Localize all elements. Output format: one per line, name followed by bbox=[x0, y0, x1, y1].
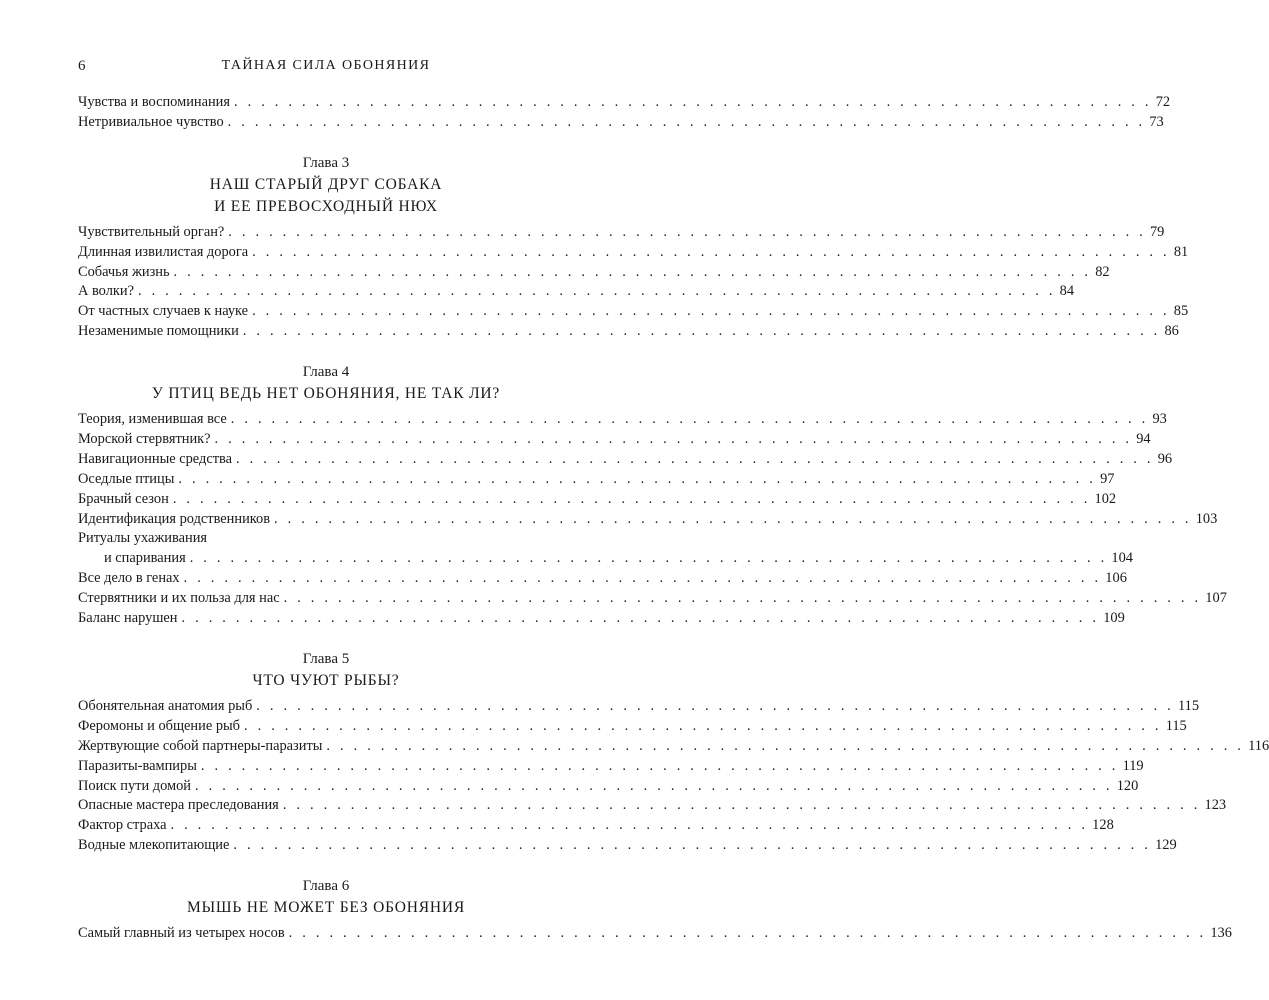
toc-entry-page: 82 bbox=[1095, 263, 1110, 280]
dot-leader: . . . . . . . . . . . . . . . . . . . . . . . . . . . . . . . . . . . . . . . . . . . . . . . . . . . . . . . . . . . . . . . . . . . . bbox=[252, 243, 1170, 260]
toc-entry-page: 81 bbox=[1173, 243, 1189, 260]
dot-leader: . . . . . . . . . . . . . . . . . . . . . . . . . . . . . . . . . . . . . . . . . . . . . . . . . . . . . . . . . . . . . . . . . . . . bbox=[283, 590, 1202, 607]
toc-entry-page: 84 bbox=[1059, 283, 1075, 300]
toc-entry-title: Чувствительный орган? bbox=[78, 223, 225, 240]
toc-entry-title: Фактор страха bbox=[78, 817, 167, 834]
toc-entry[interactable] bbox=[78, 529, 1133, 569]
toc-entry-title-continuation: и спаривания bbox=[104, 550, 186, 567]
chapter-title: НАШ СТАРЫЙ ДРУГ СОБАКА bbox=[209, 175, 443, 193]
toc-entry[interactable] bbox=[78, 282, 1075, 302]
toc-entry[interactable] bbox=[78, 737, 1269, 757]
dot-leader: . . . . . . . . . . . . . . . . . . . . . . . . . . . . . . . . . . . . . . . . . . . . . . . . . . . . . . . . . . . . . . . . . . . . bbox=[242, 323, 1161, 340]
toc-entry[interactable] bbox=[78, 697, 1200, 717]
chapter-label: Глава 6 bbox=[302, 878, 350, 895]
toc-entry[interactable] bbox=[78, 796, 1227, 816]
toc-entry-title: Чувства и воспоминания bbox=[78, 93, 231, 110]
page-number: 6 bbox=[78, 58, 86, 74]
toc-entry-title: Поиск пути домой bbox=[78, 777, 191, 794]
toc-entry[interactable] bbox=[78, 223, 1165, 243]
dot-leader: . . . . . . . . . . . . . . . . . . . . . . . . . . . . . . . . . . . . . . . . . . . . . . . . . . . . . . . . . . . . . . . . . . . . bbox=[200, 757, 1119, 774]
dot-leader: . . . . . . . . . . . . . . . . . . . . . . . . . . . . . . . . . . . . . . . . . . . . . . . . . . . . . . . . . . . . . . . . . . . . bbox=[230, 411, 1149, 428]
toc-entry-page: 109 bbox=[1103, 610, 1125, 627]
chapter-heading bbox=[78, 875, 574, 919]
dot-leader: . . . . . . . . . . . . . . . . . . . . . . . . . . . . . . . . . . . . . . . . . . . . . . . . . . . . . . . . . . . . . . . . . . . . bbox=[252, 303, 1170, 320]
toc-entry[interactable] bbox=[78, 302, 1189, 322]
dot-leader: . . . . . . . . . . . . . . . . . . . . . . . . . . . . . . . . . . . . . . . . . . . . . . . . . . . . . . . . . . . . . . . . . . . . bbox=[228, 223, 1146, 240]
dot-leader: . . . . . . . . . . . . . . . . . . . . . . . . . . . . . . . . . . . . . . . . . . . . . . . . . . . . . . . . . . . . . . . . . . . . bbox=[274, 510, 1192, 527]
toc-entry-continuation-line bbox=[78, 549, 1133, 569]
dot-leader: . . . . . . . . . . . . . . . . . . . . . . . . . . . . . . . . . . . . . . . . . . . . . . . . . . . . . . . . . . . . . . . . . . . . bbox=[170, 817, 1089, 834]
toc-entry-title: Длинная извилистая дорога bbox=[78, 243, 249, 260]
toc-entry-page: 104 bbox=[1111, 550, 1133, 567]
running-title: ТАЙНАЯ СИЛА ОБОНЯНИЯ bbox=[221, 58, 431, 73]
toc-entry-page: 97 bbox=[1100, 470, 1115, 487]
toc-entry-page: 96 bbox=[1157, 450, 1173, 467]
dot-leader: . . . . . . . . . . . . . . . . . . . . . . . . . . . . . . . . . . . . . . . . . . . . . . . . . . . . . . . . . . . . . . . . . . . . bbox=[236, 450, 1154, 467]
toc-entry[interactable] bbox=[78, 490, 1117, 510]
toc-entry[interactable] bbox=[78, 777, 1139, 797]
toc-entry[interactable] bbox=[78, 430, 1151, 450]
toc-entry-page: 136 bbox=[1210, 925, 1232, 942]
toc-entry-title: Обонятельная анатомия рыб bbox=[78, 697, 253, 714]
toc-entry-page: 73 bbox=[1149, 113, 1164, 130]
dot-leader: . . . . . . . . . . . . . . . . . . . . . . . . . . . . . . . . . . . . . . . . . . . . . . . . . . . . . . . . . . . . . . . . . . . . bbox=[244, 717, 1162, 734]
toc-entry-title: Идентификация родственников bbox=[78, 510, 271, 527]
dot-leader: . . . . . . . . . . . . . . . . . . . . . . . . . . . . . . . . . . . . . . . . . . . . . . . . . . . . . . . . . . . . . . . . . . . . bbox=[234, 93, 1152, 110]
toc-entry-title: Самый главный из четырех носов bbox=[78, 925, 285, 942]
toc-entry-title: Теория, изменившая все bbox=[78, 411, 227, 428]
toc-entry[interactable] bbox=[78, 263, 1110, 283]
dot-leader: . . . . . . . . . . . . . . . . . . . . . . . . . . . . . . . . . . . . . . . . . . . . . . . . . . . . . . . . . . . . . . . . . . . . bbox=[172, 490, 1091, 507]
toc-entry[interactable] bbox=[78, 717, 1187, 737]
dot-leader: . . . . . . . . . . . . . . . . . . . . . . . . . . . . . . . . . . . . . . . . . . . . . . . . . . . . . . . . . . . . . . . . . . . . bbox=[189, 550, 1108, 567]
toc-entry-title: Жертвующие собой партнеры-паразиты bbox=[78, 737, 323, 754]
toc-entry[interactable] bbox=[78, 836, 1177, 856]
toc-entry-page: 115 bbox=[1177, 697, 1200, 714]
toc-entry[interactable] bbox=[78, 589, 1227, 609]
toc-entry-page: 86 bbox=[1164, 323, 1179, 340]
toc-entry-title: Навигационные средства bbox=[78, 450, 232, 467]
dot-leader: . . . . . . . . . . . . . . . . . . . . . . . . . . . . . . . . . . . . . . . . . . . . . . . . . . . . . . . . . . . . . . . . . . . . bbox=[173, 263, 1092, 280]
toc-entry-title: Феромоны и общение рыб bbox=[78, 717, 240, 734]
toc-entry-title: Опасные мастера преследования bbox=[78, 797, 279, 814]
toc-entry-title: От частных случаев к науке bbox=[78, 303, 249, 320]
toc-entry-page: 116 bbox=[1248, 737, 1269, 754]
toc-entry-page: 85 bbox=[1173, 303, 1189, 320]
toc-entry[interactable] bbox=[78, 243, 1189, 263]
chapter-title: И ЕЕ ПРЕВОСХОДНЫЙ НЮХ bbox=[214, 197, 438, 215]
toc-entry-title: Оседлые птицы bbox=[78, 470, 175, 487]
dot-leader: . . . . . . . . . . . . . . . . . . . . . . . . . . . . . . . . . . . . . . . . . . . . . . . . . . . . . . . . . . . . . . . . . . . . bbox=[137, 283, 1056, 300]
toc-entry-title: Все дело в генах bbox=[78, 570, 180, 587]
chapter-heading bbox=[78, 152, 574, 218]
dot-leader: . . . . . . . . . . . . . . . . . . . . . . . . . . . . . . . . . . . . . . . . . . . . . . . . . . . . . . . . . . . . . . . . . . . . bbox=[282, 797, 1201, 814]
chapter-heading bbox=[78, 361, 574, 405]
toc-entry-title: Незаменимые помощники bbox=[78, 323, 239, 340]
toc-entry-title: Собачья жизнь bbox=[78, 263, 170, 280]
toc-entry-title: Нетривиальное чувство bbox=[78, 113, 224, 130]
toc-entry-page: 129 bbox=[1155, 837, 1177, 854]
toc-entry-title: Паразиты-вампиры bbox=[78, 757, 197, 774]
dot-leader: . . . . . . . . . . . . . . . . . . . . . . . . . . . . . . . . . . . . . . . . . . . . . . . . . . . . . . . . . . . . . . . . . . . . bbox=[183, 570, 1102, 587]
toc-entry-page: 123 bbox=[1204, 797, 1227, 814]
chapter-heading bbox=[78, 648, 574, 692]
toc-entry[interactable] bbox=[78, 322, 1179, 342]
chapter-title: МЫШЬ НЕ МОЖЕТ БЕЗ ОБОНЯНИЯ bbox=[187, 899, 465, 917]
chapter-label: Глава 4 bbox=[302, 364, 350, 381]
toc-entry-page: 94 bbox=[1136, 431, 1151, 447]
toc-entry[interactable] bbox=[78, 470, 1115, 490]
toc-entry[interactable] bbox=[78, 609, 1125, 629]
toc-entry-page: 128 bbox=[1092, 817, 1114, 834]
toc-entry-title: Стервятники и их польза для нас bbox=[78, 590, 280, 607]
running-head bbox=[78, 58, 574, 78]
toc-entry-page: 93 bbox=[1152, 411, 1167, 428]
dot-leader: . . . . . . . . . . . . . . . . . . . . . . . . . . . . . . . . . . . . . . . . . . . . . . . . . . . . . . . . . . . . . . . . . . . . bbox=[256, 697, 1174, 714]
toc-entry-page: 106 bbox=[1105, 570, 1127, 587]
toc-entry-page: 119 bbox=[1122, 757, 1144, 774]
toc-entry-page: 79 bbox=[1149, 223, 1165, 240]
toc-entry[interactable] bbox=[78, 410, 1167, 430]
toc-entry[interactable] bbox=[78, 569, 1127, 589]
toc-entry-title: Ритуалы ухаживания bbox=[78, 530, 208, 547]
toc-entry[interactable] bbox=[78, 924, 1232, 944]
toc-entry-title: Водные млекопитающие bbox=[78, 837, 230, 854]
toc-entry[interactable] bbox=[78, 450, 1173, 470]
toc-entry[interactable] bbox=[78, 113, 1164, 133]
chapter-title: У ПТИЦ ВЕДЬ НЕТ ОБОНЯНИЯ, НЕ ТАК ЛИ? bbox=[151, 385, 501, 403]
dot-leader: . . . . . . . . . . . . . . . . . . . . . . . . . . . . . . . . . . . . . . . . . . . . . . . . . . . . . . . . . . . . . . . . . . . . bbox=[181, 610, 1100, 627]
dot-leader: . . . . . . . . . . . . . . . . . . . . . . . . . . . . . . . . . . . . . . . . . . . . . . . . . . . . . . . . . . . . . . . . . . . . bbox=[288, 925, 1207, 942]
dot-leader: . . . . . . . . . . . . . . . . . . . . . . . . . . . . . . . . . . . . . . . . . . . . . . . . . . . . . . . . . . . . . . . . . . . . bbox=[326, 737, 1245, 754]
toc-entry-page: 107 bbox=[1205, 590, 1227, 607]
toc-entry[interactable] bbox=[78, 757, 1144, 777]
chapter-label: Глава 3 bbox=[302, 154, 350, 171]
toc-entry-page: 72 bbox=[1155, 93, 1171, 110]
toc-entry-page: 120 bbox=[1116, 777, 1139, 794]
toc-entry-title: А волки? bbox=[78, 283, 134, 300]
toc-entry-title: Брачный сезон bbox=[78, 490, 169, 507]
chapter-label: Глава 5 bbox=[302, 650, 350, 667]
toc-entry[interactable] bbox=[78, 93, 1171, 113]
toc-entry[interactable] bbox=[78, 510, 1218, 530]
toc-entry-page: 103 bbox=[1195, 510, 1218, 527]
table-of-contents bbox=[78, 93, 1269, 944]
chapter-title: ЧТО ЧУЮТ РЫБЫ? bbox=[252, 671, 400, 689]
toc-entry-page: 102 bbox=[1094, 490, 1117, 507]
dot-leader: . . . . . . . . . . . . . . . . . . . . . . . . . . . . . . . . . . . . . . . . . . . . . . . . . . . . . . . . . . . . . . . . . . . . bbox=[195, 777, 1113, 794]
toc-entry-page: 115 bbox=[1165, 717, 1187, 734]
dot-leader: . . . . . . . . . . . . . . . . . . . . . . . . . . . . . . . . . . . . . . . . . . . . . . . . . . . . . . . . . . . . . . . . . . . . bbox=[178, 470, 1097, 487]
toc-entry-title: Баланс нарушен bbox=[78, 610, 178, 627]
dot-leader: . . . . . . . . . . . . . . . . . . . . . . . . . . . . . . . . . . . . . . . . . . . . . . . . . . . . . . . . . . . . . . . . . . . . bbox=[233, 837, 1152, 854]
dot-leader: . . . . . . . . . . . . . . . . . . . . . . . . . . . . . . . . . . . . . . . . . . . . . . . . . . . . . . . . . . . . . . . . . . . . bbox=[227, 113, 1146, 130]
book-page bbox=[78, 0, 1269, 1000]
dot-leader: . . . . . . . . . . . . . . . . . . . . . . . . . . . . . . . . . . . . . . . . . . . . . . . . . . . . . . . . . . . . . . . . . . . . bbox=[214, 431, 1133, 447]
toc-entry[interactable] bbox=[78, 816, 1114, 836]
toc-entry-title: Морской стервятник? bbox=[78, 431, 211, 447]
